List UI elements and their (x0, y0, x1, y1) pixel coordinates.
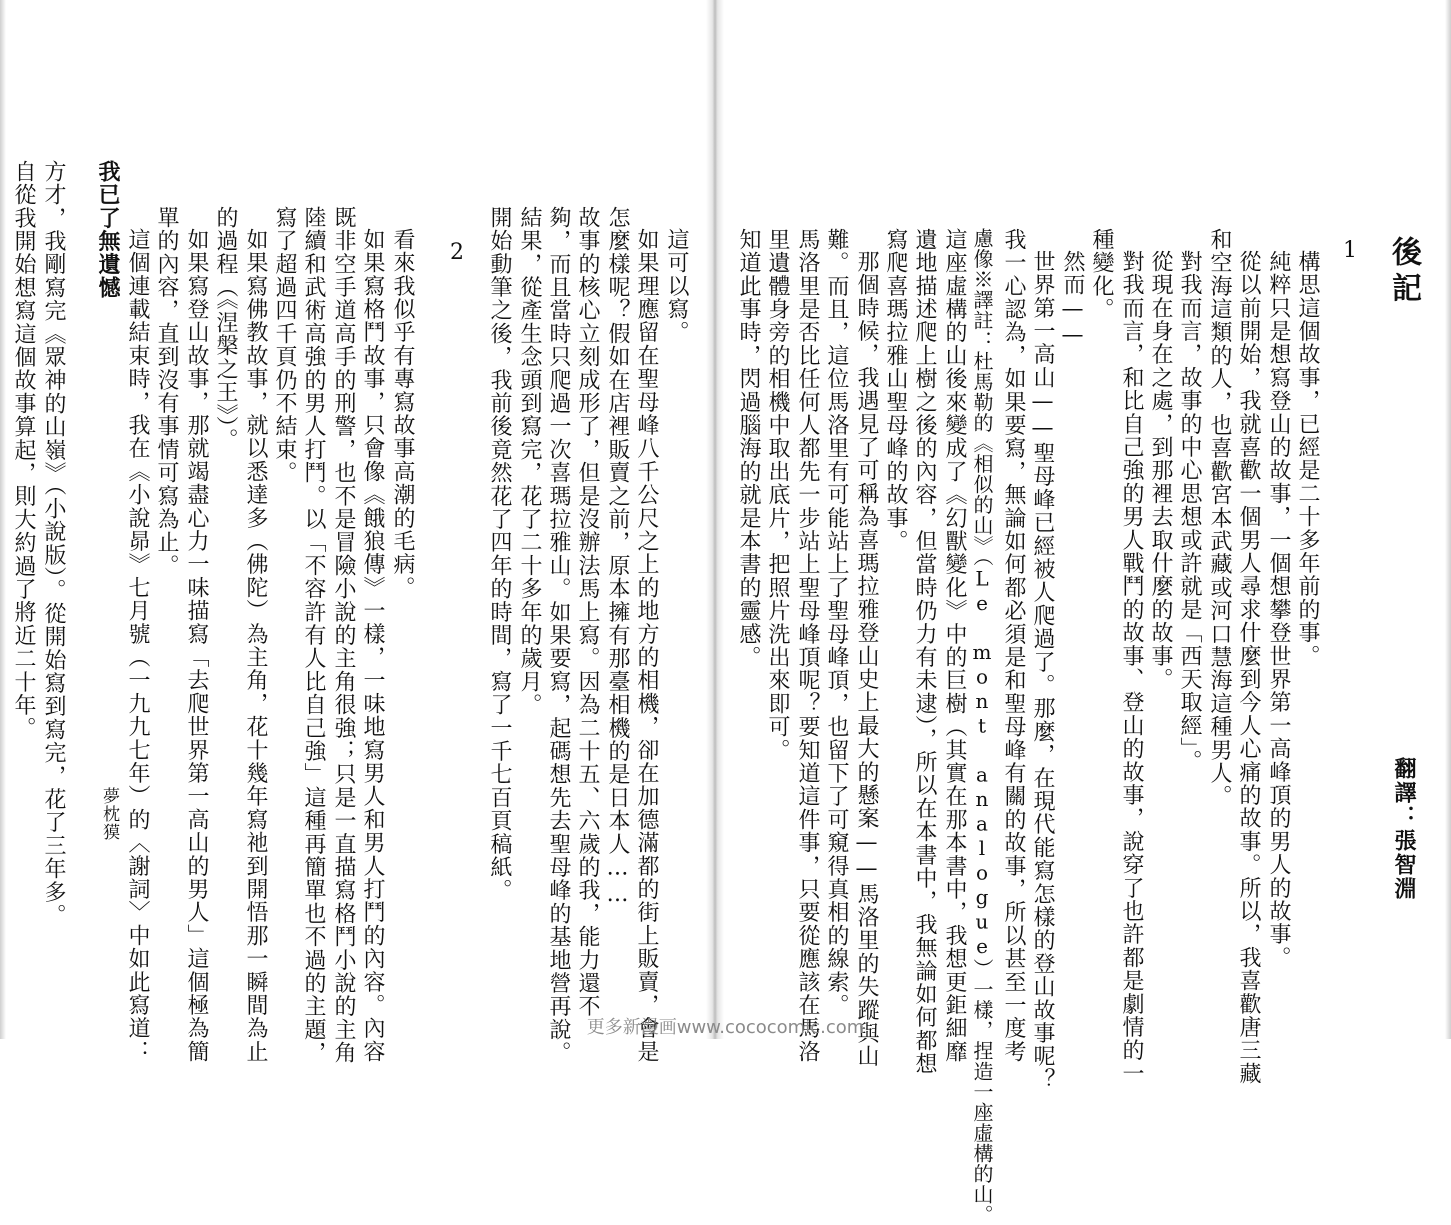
text-column: 如果寫佛教故事，就以悉達多（佛陀）為主角，花十幾年寫祂到開悟那一瞬間為止 (243, 228, 268, 1064)
text-column: 單的內容，直到沒有事情可寫為止。 (154, 206, 179, 578)
text-column: 構思這個故事，已經是二十多年前的事。 (1295, 250, 1320, 668)
text-column: 從以前開始，我就喜歡一個男人尋求什麼到今人心痛的故事。所以，我喜歡唐三藏 (1236, 250, 1261, 1086)
text-column: 純粹只是想寫登山的故事，一個想攀登世界第一高峰頂的男人的故事。 (1266, 250, 1291, 970)
text-column: 我一心認為，如果要寫，無論如何都必須是和聖母峰有關的故事，所以甚至一度考 (1001, 228, 1026, 1064)
text-column: 對我而言，和比自己強的男人戰鬥的故事、登山的故事，說穿了也許都是劇情的一 (1119, 250, 1144, 1086)
text-column: 那個時候，我遇見了可稱為喜瑪拉雅登山史上最大的懸案——馬洛里的失蹤與山 (854, 250, 879, 1068)
left-page-edge (0, 0, 6, 1039)
text-column: 陸續和武術高強的男人打鬥。以「不容許有人比自己強」這種再簡單也不過的主題， (301, 206, 326, 1065)
text-column: 這個連載結束時，我在《小說昴》七月號（一九九七年）的〈謝詞〉中如此寫道： (125, 228, 150, 1064)
text-column: 故事的核心立刻成形了，但是沒辦法馬上寫。因為二十五、六歲的我，能力還不 (575, 206, 600, 1018)
text-column: 里遺體身旁的相機中取出底片，把照片洗出來即可。 (765, 228, 790, 762)
quote-heading: 我已了無遺憾 (95, 160, 120, 300)
text-column: 馬洛里是否比任何人都先一步站上聖母峰頂呢？要知道這件事，只要從應該在馬洛 (795, 228, 820, 1064)
section-number-2: 2 (450, 240, 464, 265)
text-column: 難。而且，這位馬洛里有可能站上了聖母峰頂，也留下了可窺得真相的線索。 (824, 228, 849, 1017)
text-column: 寫了超過四千頁仍不結束。 (272, 206, 297, 485)
text-column: 如果理應留在聖母峰八千公尺之上的地方的相機，卻在加德滿都的街上販賣，會是 (634, 228, 659, 1064)
text-column: 這座虛構的山後來變成了《幻獸變化》中的巨樹（其實在那本書中，我想更鉅細靡 (942, 228, 967, 1064)
text-column: 結果，從產生念頭到寫完，花了二十多年的歲月。 (517, 206, 542, 717)
afterword-title: 後記 (1386, 236, 1421, 308)
text-column: 對我而言，故事的中心思想或許就是「西天取經」。 (1177, 250, 1202, 773)
text-column: 如果寫格鬥故事，只會像《餓狼傳》一樣，一味地寫男人和男人打鬥的內容。內容 (360, 228, 385, 1064)
text-column: 知道此事時，閃過腦海的就是本書的靈感。 (736, 228, 761, 669)
text-column: 和空海這類的人，也喜歡宮本武藏或河口慧海這種男人。 (1207, 228, 1232, 808)
text-column: 這可以寫。 (664, 228, 689, 344)
watermark-text: 更多新漫画www.cococomic.com (586, 1017, 865, 1038)
section-number-1: 1 (1343, 238, 1357, 263)
text-column: 開始動筆之後，我前後竟然花了四年的時間，寫了一千七百頁稿紙。 (487, 206, 512, 902)
text-column: 如果寫登山故事，那就竭盡心力一味描寫「去爬世界第一高山的男人」這個極為簡 (184, 228, 209, 1064)
text-column: 看來我似乎有專寫故事高潮的毛病。 (390, 228, 415, 600)
text-column: 夠，而且當時只爬過一次喜瑪拉雅山。如果要寫，起碼想先去聖母峰的基地營再說。 (546, 206, 571, 1065)
translator-credit: 翻譯：張智淵 (1391, 757, 1416, 901)
author-signature: 夢枕獏 (99, 787, 119, 841)
text-column: 方才，我剛寫完《眾神的山嶺》（小說版）。從開始寫到寫完，花了三年多。 (41, 160, 66, 927)
right-page-edge (1445, 0, 1451, 1039)
text-column: 慮像※譯註：杜馬勒的《相似的山》（Le mont analogue）一樣，捏造一座虛構的山。 (970, 228, 994, 1225)
text-column: 世界第一高山——聖母峰已經被人爬過了。那麼，在現代能寫怎樣的登山故事呢？ (1030, 250, 1055, 1092)
book-gutter (706, 0, 724, 1039)
text-column: 然而—— (1060, 250, 1085, 349)
text-column: 從現在身在之處，到那裡去取什麼的故事。 (1148, 250, 1173, 691)
text-column: 的過程（《涅槃之王》）。 (213, 206, 238, 452)
text-column: 自從我開始想寫這個故事算起，則大約過了將近二十年。 (11, 160, 36, 740)
text-column: 種變化。 (1089, 228, 1114, 321)
text-column: 怎麼樣呢？假如在店裡販賣之前，原本擁有那臺相機的是日本人…… (605, 206, 630, 908)
text-column: 遺地描述爬上樹之後的內容，但當時仍力有未逮），所以在本書中，我無論如何都想 (912, 228, 937, 1076)
text-column: 寫爬喜瑪拉雅山聖母峰的故事。 (883, 228, 908, 553)
text-column: 既非空手道高手的刑警，也不是冒險小說的主角很強；只是一直描寫格鬥小說的主角 (331, 206, 356, 1065)
